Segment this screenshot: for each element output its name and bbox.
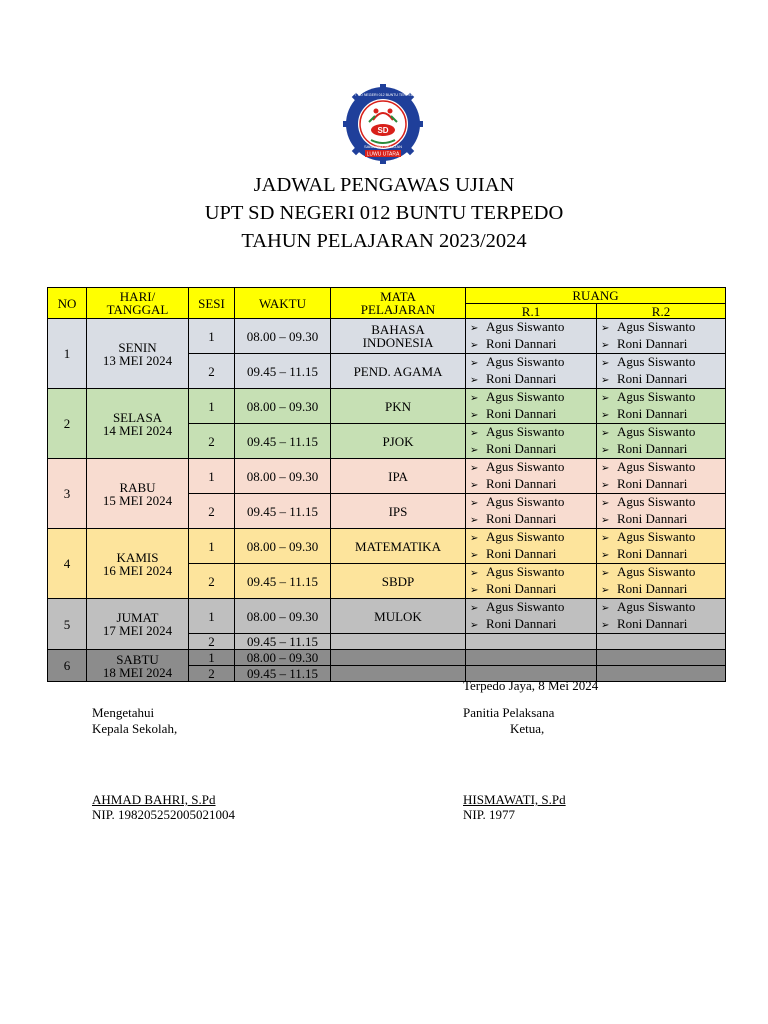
arrow-bullet-icon: ➢	[601, 515, 610, 526]
svg-text:UPT SD NEGERI 012 BUNTU TERPED: UPT SD NEGERI 012 BUNTU TERPEDO	[349, 93, 417, 97]
arrow-bullet-icon: ➢	[470, 585, 479, 596]
table-row	[48, 599, 726, 634]
room-r1-proctors	[466, 319, 597, 354]
arrow-bullet-icon: ➢	[601, 480, 610, 491]
room-r2-proctors	[597, 459, 726, 494]
header-mata-pelajaran: MATA PELAJARAN	[331, 288, 466, 319]
proctor-name: Agus Siswanto	[486, 389, 565, 404]
proctor-name: Agus Siswanto	[486, 494, 565, 509]
proctor-name: Agus Siswanto	[617, 459, 696, 474]
session-number: 2	[189, 666, 235, 682]
proctor-name: Agus Siswanto	[617, 389, 696, 404]
proctor-name: Agus Siswanto	[617, 319, 696, 334]
arrow-bullet-icon: ➢	[601, 603, 610, 614]
proctor-name: Roni Dannari	[486, 371, 557, 386]
schedule-table	[47, 287, 726, 682]
subject	[331, 494, 466, 529]
arrow-bullet-icon: ➢	[601, 550, 610, 561]
session-time: 08.00 – 09.30	[235, 319, 331, 354]
room-r2-proctors	[597, 319, 726, 354]
room-r2-proctors	[597, 634, 726, 650]
list-item	[470, 616, 596, 633]
list-item	[601, 389, 725, 406]
list-item	[470, 424, 596, 441]
left-sign-line2: Kepala Sekolah,	[92, 721, 178, 736]
subject-line: IPS	[388, 503, 408, 519]
day-date	[87, 389, 189, 459]
school-logo	[343, 84, 423, 164]
svg-text:SABBANG SELATAN: SABBANG SELATAN	[363, 144, 403, 149]
table-row	[48, 459, 726, 494]
proctor-name: Agus Siswanto	[617, 564, 696, 579]
session-time: 08.00 – 09.30	[235, 650, 331, 666]
day-tanggal: 15 MEI 2024	[102, 492, 173, 508]
room-r2-proctors	[597, 599, 726, 634]
day-tanggal: 18 MEI 2024	[102, 664, 173, 680]
proctor-name: Agus Siswanto	[617, 424, 696, 439]
arrow-bullet-icon: ➢	[601, 358, 610, 369]
list-item	[601, 406, 725, 423]
subject-line: PJOK	[382, 433, 414, 449]
list-item	[601, 371, 725, 388]
arrow-bullet-icon: ➢	[601, 620, 610, 631]
arrow-bullet-icon: ➢	[470, 340, 479, 351]
header-r1: R.1	[466, 304, 597, 319]
arrow-bullet-icon: ➢	[601, 533, 610, 544]
room-r1-proctors	[466, 389, 597, 424]
subject	[331, 650, 466, 666]
proctor-name: Agus Siswanto	[486, 319, 565, 334]
svg-text:SD: SD	[377, 126, 389, 135]
day-name: SELASA	[112, 409, 163, 425]
place-date: Terpedo Jaya, 8 Mei 2024	[463, 678, 599, 693]
arrow-bullet-icon: ➢	[601, 428, 610, 439]
arrow-bullet-icon: ➢	[470, 498, 479, 509]
table-row	[48, 650, 726, 666]
subject	[331, 424, 466, 459]
session-number: 2	[189, 354, 235, 389]
proctor-name: Agus Siswanto	[486, 564, 565, 579]
proctor-name: Roni Dannari	[617, 441, 688, 456]
list-item	[601, 354, 725, 371]
list-item	[601, 511, 725, 528]
session-number: 1	[189, 389, 235, 424]
svg-text:LUWU UTARA: LUWU UTARA	[366, 151, 400, 158]
list-item	[470, 389, 596, 406]
proctor-name: Agus Siswanto	[617, 354, 696, 369]
subject	[331, 634, 466, 650]
arrow-bullet-icon: ➢	[470, 533, 479, 544]
room-r1-proctors	[466, 529, 597, 564]
arrow-bullet-icon: ➢	[470, 463, 479, 474]
room-r1-proctors	[466, 494, 597, 529]
room-r2-proctors	[597, 666, 726, 682]
day-date	[87, 319, 189, 389]
day-date	[87, 459, 189, 529]
day-tanggal: 14 MEI 2024	[102, 422, 173, 438]
proctor-name: Agus Siswanto	[486, 424, 565, 439]
proctor-name: Roni Dannari	[486, 511, 557, 526]
list-item	[470, 476, 596, 493]
day-name: SENIN	[118, 339, 157, 355]
subject-line: PEND. AGAMA	[353, 363, 443, 379]
title-line-3: TAHUN PELAJARAN 2023/2024	[241, 230, 527, 252]
subject	[331, 599, 466, 634]
proctor-name: Agus Siswanto	[486, 354, 565, 369]
arrow-bullet-icon: ➢	[601, 340, 610, 351]
proctor-name: Agus Siswanto	[486, 599, 565, 614]
room-r2-proctors	[597, 564, 726, 599]
list-item	[470, 319, 596, 336]
room-r1-proctors	[466, 354, 597, 389]
list-item	[601, 494, 725, 511]
arrow-bullet-icon: ➢	[470, 603, 479, 614]
arrow-bullet-icon: ➢	[470, 568, 479, 579]
arrow-bullet-icon: ➢	[601, 393, 610, 404]
proctor-name: Roni Dannari	[486, 581, 557, 596]
header-no: NO	[48, 288, 87, 319]
session-number: 1	[189, 319, 235, 354]
day-no: 1	[48, 319, 87, 389]
proctor-name: Roni Dannari	[617, 581, 688, 596]
right-sign-name: HISMAWATI, S.Pd	[463, 792, 566, 807]
list-item	[601, 424, 725, 441]
list-item	[470, 546, 596, 563]
header-waktu: WAKTU	[235, 288, 331, 319]
session-number: 2	[189, 634, 235, 650]
day-no: 3	[48, 459, 87, 529]
right-sign-line1: Panitia Pelaksana	[463, 705, 555, 720]
right-sign-line2: Ketua,	[510, 721, 545, 736]
proctor-name: Roni Dannari	[486, 616, 557, 631]
day-tanggal: 17 MEI 2024	[102, 623, 173, 638]
proctor-name: Roni Dannari	[486, 406, 557, 421]
subject	[331, 389, 466, 424]
arrow-bullet-icon: ➢	[470, 445, 479, 456]
list-item	[470, 494, 596, 511]
list-item	[470, 336, 596, 353]
left-sign-name: AHMAD BAHRI, S.Pd	[92, 792, 216, 807]
proctor-name: Roni Dannari	[617, 476, 688, 491]
session-time: 09.45 – 11.15	[235, 354, 331, 389]
session-time: 09.45 – 11.15	[235, 666, 331, 682]
session-time: 08.00 – 09.30	[235, 599, 331, 634]
session-time: 09.45 – 11.15	[235, 564, 331, 599]
room-r1-proctors	[466, 634, 597, 650]
session-time: 09.45 – 11.15	[235, 634, 331, 650]
arrow-bullet-icon: ➢	[601, 445, 610, 456]
proctor-name: Agus Siswanto	[486, 529, 565, 544]
table-row	[48, 389, 726, 424]
list-item	[470, 511, 596, 528]
left-sign-line1: Mengetahui	[92, 705, 155, 720]
room-r2-proctors	[597, 424, 726, 459]
subject	[331, 319, 466, 354]
day-name: SABTU	[116, 651, 159, 667]
room-r2-proctors	[597, 494, 726, 529]
session-time: 09.45 – 11.15	[235, 494, 331, 529]
subject-line: MULOK	[374, 608, 422, 624]
room-r1-proctors	[466, 650, 597, 666]
list-item	[601, 441, 725, 458]
list-item	[601, 336, 725, 353]
header-row	[48, 288, 726, 304]
day-name: RABU	[119, 479, 156, 495]
room-r2-proctors	[597, 529, 726, 564]
session-number: 1	[189, 650, 235, 666]
day-no: 6	[48, 650, 87, 682]
right-sign-nip: NIP. 1977	[463, 807, 516, 822]
arrow-bullet-icon: ➢	[470, 620, 479, 631]
room-r2-proctors	[597, 389, 726, 424]
day-tanggal: 16 MEI 2024	[102, 562, 173, 578]
day-no: 2	[48, 389, 87, 459]
arrow-bullet-icon: ➢	[601, 323, 610, 334]
list-item	[601, 476, 725, 493]
session-number: 2	[189, 564, 235, 599]
subject-line: MATEMATIKA	[355, 538, 441, 554]
subject-line: INDONESIA	[362, 335, 434, 350]
list-item	[601, 319, 725, 336]
list-item	[601, 616, 725, 633]
arrow-bullet-icon: ➢	[470, 480, 479, 491]
room-r1-proctors	[466, 564, 597, 599]
list-item	[470, 581, 596, 598]
list-item	[601, 459, 725, 476]
room-r1-proctors	[466, 459, 597, 494]
proctor-name: Agus Siswanto	[617, 494, 696, 509]
list-item	[470, 406, 596, 423]
arrow-bullet-icon: ➢	[601, 375, 610, 386]
proctor-name: Roni Dannari	[617, 511, 688, 526]
subject	[331, 354, 466, 389]
arrow-bullet-icon: ➢	[470, 428, 479, 439]
arrow-bullet-icon: ➢	[601, 463, 610, 474]
session-number: 2	[189, 424, 235, 459]
session-number: 1	[189, 599, 235, 634]
list-item	[470, 459, 596, 476]
list-item	[470, 441, 596, 458]
list-item	[601, 581, 725, 598]
subject-line: BAHASA	[371, 322, 425, 337]
proctor-name: Roni Dannari	[617, 616, 688, 631]
proctor-name: Agus Siswanto	[486, 459, 565, 474]
room-r2-proctors	[597, 650, 726, 666]
session-time: 08.00 – 09.30	[235, 459, 331, 494]
session-time: 09.45 – 11.15	[235, 424, 331, 459]
arrow-bullet-icon: ➢	[470, 375, 479, 386]
room-r1-proctors	[466, 424, 597, 459]
proctor-name: Roni Dannari	[617, 336, 688, 351]
room-r2-proctors	[597, 354, 726, 389]
subject	[331, 564, 466, 599]
arrow-bullet-icon: ➢	[601, 498, 610, 509]
list-item	[601, 546, 725, 563]
day-no: 4	[48, 529, 87, 599]
proctor-name: Roni Dannari	[617, 546, 688, 561]
subject	[331, 666, 466, 682]
subject-line: IPA	[388, 468, 408, 484]
arrow-bullet-icon: ➢	[470, 393, 479, 404]
list-item	[470, 529, 596, 546]
list-item	[601, 564, 725, 581]
list-item	[601, 599, 725, 616]
arrow-bullet-icon: ➢	[470, 323, 479, 334]
day-tanggal: 13 MEI 2024	[102, 352, 173, 368]
day-date	[87, 599, 189, 650]
day-name: JUMAT	[116, 610, 159, 625]
list-item	[470, 354, 596, 371]
header-sesi: SESI	[189, 288, 235, 319]
session-number: 1	[189, 529, 235, 564]
title-line-2: UPT SD NEGERI 012 BUNTU TERPEDO	[204, 202, 564, 224]
arrow-bullet-icon: ➢	[601, 410, 610, 421]
subject	[331, 529, 466, 564]
header-ruang: RUANG	[466, 288, 726, 304]
session-number: 1	[189, 459, 235, 494]
session-number: 2	[189, 494, 235, 529]
list-item	[470, 599, 596, 616]
day-date	[87, 529, 189, 599]
day-no: 5	[48, 599, 87, 650]
subject	[331, 459, 466, 494]
left-sign-nip: NIP. 198205252005021004	[92, 807, 236, 822]
table-row	[48, 529, 726, 564]
proctor-name: Roni Dannari	[486, 476, 557, 491]
session-time: 08.00 – 09.30	[235, 529, 331, 564]
day-date	[87, 650, 189, 682]
proctor-name: Roni Dannari	[617, 371, 688, 386]
arrow-bullet-icon: ➢	[601, 585, 610, 596]
arrow-bullet-icon: ➢	[470, 410, 479, 421]
title-line-1: JADWAL PENGAWAS UJIAN	[253, 174, 515, 196]
proctor-name: Roni Dannari	[486, 336, 557, 351]
arrow-bullet-icon: ➢	[601, 568, 610, 579]
subject-line: SBDP	[381, 573, 415, 589]
header-r2: R.2	[597, 304, 726, 319]
list-item	[470, 564, 596, 581]
arrow-bullet-icon: ➢	[470, 515, 479, 526]
list-item	[601, 529, 725, 546]
arrow-bullet-icon: ➢	[470, 550, 479, 561]
proctor-name: Roni Dannari	[617, 406, 688, 421]
header-hari-tanggal: HARI/ TANGGAL	[87, 288, 189, 319]
room-r1-proctors	[466, 599, 597, 634]
day-name: KAMIS	[116, 549, 159, 565]
proctor-name: Agus Siswanto	[617, 529, 696, 544]
arrow-bullet-icon: ➢	[470, 358, 479, 369]
proctor-name: Agus Siswanto	[617, 599, 696, 614]
session-time: 08.00 – 09.30	[235, 389, 331, 424]
list-item	[470, 371, 596, 388]
subject-line: PKN	[384, 398, 411, 414]
proctor-name: Roni Dannari	[486, 546, 557, 561]
table-row	[48, 319, 726, 354]
proctor-name: Roni Dannari	[486, 441, 557, 456]
